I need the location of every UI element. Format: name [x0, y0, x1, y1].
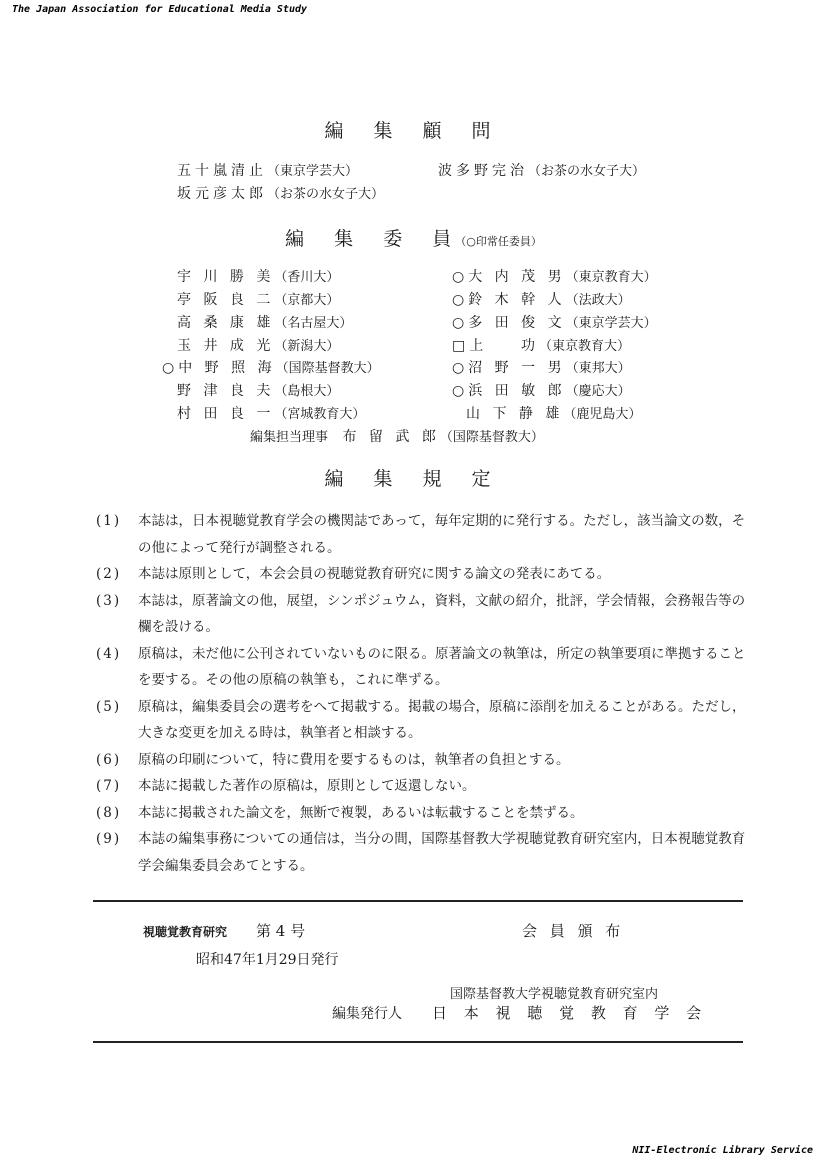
member-name: 亭 阪 良 二 — [177, 292, 275, 308]
regulation-item — [96, 826, 756, 879]
committee-member — [177, 380, 339, 400]
distribution-note: 会 員 頒 布 — [522, 922, 625, 940]
member-affil: （京都大） — [274, 293, 340, 308]
regulation-item — [96, 588, 756, 641]
member-affil: （東京学芸大） — [565, 316, 657, 331]
member-affil: （東京教育大） — [565, 270, 657, 285]
regulation-item — [96, 641, 756, 694]
regulation-text: 原稿は，未だ他に公刊されていないものに限る。原著論文の執筆は，所定の執筆要項に準拠することを要する。その他の原稿の執筆も，これに準ずる。 — [138, 645, 746, 688]
member-name: ○多 田 俊 文 — [452, 315, 566, 331]
regulations-title: 編 集 規 定 — [324, 468, 503, 490]
committee-member — [452, 380, 631, 400]
committee-title — [0, 224, 827, 251]
regulation-text: 本誌は，日本視聴覚教育学会の機関誌であって，毎年定期的に発行する。ただし，該当論文の数，その他によって発行が調整される。 — [138, 513, 746, 556]
committee-member — [452, 335, 630, 355]
archive-footer: NII-Electronic Library Service — [632, 1145, 813, 1156]
committee-member — [177, 289, 339, 309]
regulation-text: 本誌に掲載された論文を，無断で複製，あるいは転載することを禁ずる。 — [138, 804, 584, 821]
advisor-affil: （お茶の水女子大） — [528, 164, 646, 179]
regulation-text: 原稿は，編集委員会の選考をへて掲載する。掲載の場合，原稿に添削を加えることがある。ただし，大きな変更を加える時は，執筆者と相談する。 — [138, 698, 746, 741]
committee-member — [177, 312, 352, 332]
committee-note: （○印常任委員） — [455, 235, 542, 248]
member-name: □上 功 — [452, 338, 540, 354]
regulation-item — [96, 508, 756, 561]
advisor-name: 波多野完治 — [438, 163, 528, 179]
member-affil: （香川大） — [274, 270, 340, 285]
regulation-item — [96, 747, 756, 774]
regulation-text: 本誌の編集事務についての通信は，当分の間，国際基督教大学視聴覚教育研究室内，日本視聴覚教育学会編集委員会あてとする。 — [138, 831, 746, 874]
member-affil: （東邦大） — [565, 361, 631, 376]
member-name: 野 津 良 夫 — [177, 383, 275, 399]
regulation-number: (9) — [96, 831, 122, 847]
regulation-item — [96, 773, 756, 800]
member-name: 村 田 良 一 — [177, 406, 275, 422]
advisor-2 — [438, 160, 645, 180]
committee-member — [452, 266, 657, 286]
regulation-item — [96, 800, 756, 827]
regulation-item — [96, 694, 756, 747]
member-name: ○沼 野 一 男 — [452, 360, 566, 376]
advisor-affil: （お茶の水女子大） — [267, 187, 385, 202]
journal-title: 視聴覚教育研究 — [143, 925, 228, 939]
regulation-text: 原稿の印刷について，特に費用を要するものは，執筆者の負担とする。 — [138, 751, 570, 768]
regulation-number: (7) — [96, 778, 122, 794]
member-affil: （鹿児島大） — [563, 407, 642, 422]
archive-header: The Japan Association for Educational Media Study — [12, 4, 308, 15]
advisor-name: 坂元彦太郎 — [177, 186, 267, 202]
member-affil: （宮城教育大） — [274, 407, 366, 422]
member-name: 山 下 静 雄 — [466, 406, 564, 422]
regulation-number: (1) — [96, 513, 122, 529]
regulation-number: (2) — [96, 566, 122, 582]
advisor-name: 五十嵐清止 — [177, 163, 267, 179]
committee-member — [177, 335, 339, 355]
regulation-number: (8) — [96, 804, 122, 821]
member-affil: （国際基督教大） — [275, 361, 380, 376]
member-name: ○大 内 茂 男 — [452, 269, 566, 285]
regulation-text: 本誌に掲載した著作の原稿は，原則として返還しない。 — [138, 778, 476, 794]
advisor-3 — [177, 183, 384, 203]
imprint-bottom-rule — [93, 1041, 743, 1043]
committee-title-text: 編 集 委 員 — [285, 228, 464, 250]
regulation-text: 本誌は原則として，本会会員の視聴覚教育研究に関する論文の発表にあてる。 — [138, 566, 611, 582]
member-affil: （東京教育大） — [539, 339, 631, 354]
committee-member — [177, 266, 339, 286]
member-name: 高 桑 康 雄 — [177, 315, 275, 331]
committee-member — [177, 403, 365, 423]
member-name: ○鈴 木 幹 人 — [452, 292, 566, 308]
member-name: ○浜 田 敏 郎 — [452, 383, 566, 399]
advisor-1 — [177, 160, 358, 180]
editorial-director — [250, 426, 544, 446]
regulations-list — [96, 508, 756, 879]
member-name: ○中 野 照 海 — [162, 360, 276, 376]
committee-member — [452, 312, 657, 332]
member-name: 玉 井 成 光 — [177, 338, 275, 354]
publisher-office: 国際基督教大学視聴覚教育研究室内 — [450, 987, 659, 1002]
director-name: 布 留 武 郎 — [342, 429, 440, 445]
advisor-affil: （東京学芸大） — [267, 164, 359, 179]
issue-number: 第 4 号 — [256, 922, 306, 940]
committee-member — [452, 357, 631, 377]
regulation-item — [96, 561, 756, 588]
member-affil: （名古屋大） — [274, 316, 353, 331]
member-affil: （法政大） — [565, 293, 631, 308]
committee-member — [452, 289, 631, 309]
director-affil: （国際基督教大） — [439, 430, 544, 445]
director-role: 編集担当理事 — [250, 430, 329, 445]
member-affil: （新潟大） — [274, 339, 340, 354]
regulation-text: 本誌は，原著論文の他，展望，シンポジュウム，資料，文献の紹介，批評，学会情報，会務報告等の欄を設ける。 — [138, 592, 746, 635]
publisher-label: 編集発行人 — [332, 1006, 402, 1022]
member-affil: （島根大） — [274, 384, 340, 399]
publisher-name: 日 本 視 聴 覚 教 育 学 会 — [432, 1004, 708, 1022]
member-affil: （慶応大） — [565, 384, 631, 399]
regulation-number: (6) — [96, 751, 122, 768]
regulation-number: (3) — [96, 592, 122, 609]
member-name: 宇 川 勝 美 — [177, 269, 275, 285]
publication-date: 昭和47年1月29日発行 — [196, 952, 339, 968]
committee-member — [162, 357, 380, 377]
committee-member — [466, 403, 641, 423]
regulation-number: (5) — [96, 698, 122, 715]
advisors-title: 編 集 顧 問 — [324, 120, 503, 142]
regulation-number: (4) — [96, 645, 122, 662]
imprint-top-rule — [93, 900, 743, 902]
